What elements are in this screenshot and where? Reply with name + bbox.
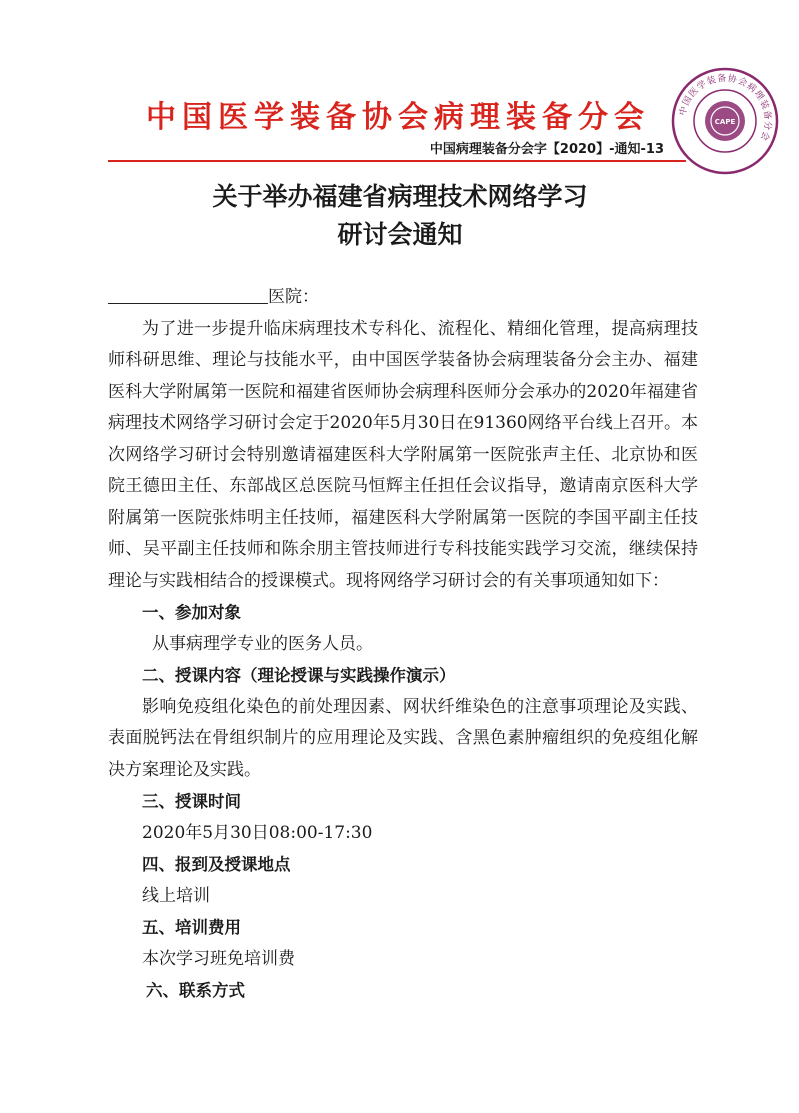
section-heading-location: 四、报到及授课地点 xyxy=(142,855,291,874)
notice-title xyxy=(120,178,680,254)
section-content-location: 线上培训 xyxy=(142,885,210,906)
svg-text:CAPE: CAPE xyxy=(714,118,736,126)
section-content-fees: 本次学习班免培训费 xyxy=(142,948,295,969)
recipient-blank xyxy=(108,283,268,304)
document-number: 中国病理装备分会字【2020】-通知-13 xyxy=(429,142,664,157)
recipient-suffix: 医院： xyxy=(268,287,319,307)
svg-text:中国医学装备协会病理装备分会: 中国医学装备协会病理装备分会 xyxy=(678,73,773,143)
header-divider xyxy=(108,160,686,162)
notice-title-line-2: 研讨会通知 xyxy=(337,220,463,249)
organization-name: 中国医学装备协会病理装备分会 xyxy=(146,100,650,135)
section-content-course-content: 影响免疫组化染色的前处理因素、网状纤维染色的注意事项理论及实践、表面脱钙法在骨组织制片的应用理论及实践、含黑色素肿瘤组织的免疫组化解决方案理论及实践。 xyxy=(108,696,698,780)
section-heading-contact: 六、联系方式 xyxy=(146,981,245,1000)
section-content-participants: 从事病理学专业的医务人员。 xyxy=(152,633,373,654)
section-heading-time: 三、授课时间 xyxy=(142,792,241,811)
recipient-line xyxy=(108,282,698,314)
section-heading-fees: 五、培训费用 xyxy=(142,918,241,937)
intro-paragraph: 为了进一步提升临床病理技术专科化、流程化、精细化管理，提高病理技师科研思维、理论与技能水平，由中国医学装备协会病理装备分会主办、福建医科大学附属第一医院和福建省医师协会病理科医师分会承办的2020年福建省病理技术网络学习研讨会定于2020年5月30日在91360网络平台线上召开。本次网络学习研讨会特别邀请福建医科大学附属第一医院张声主任、北京协和医院王德田主任、东部战区总医院马恒辉主任担任会议指导，邀请南京医科大学附属第一医院张炜明主任技师，福建医科大学附属第一医院的李国平副主任技师、吴平副主任技师和陈余朋主管技师进行专科技能实践学习交流，继续保持理论与实践相结合的授课模式。现将网络学习研讨会的有关事项通知如下： xyxy=(108,318,698,591)
section-heading-course-content: 二、授课内容（理论授课与实践操作演示） xyxy=(142,666,456,685)
notice-title-line-1: 关于举办福建省病理技术网络学习 xyxy=(212,182,588,211)
organization-seal-icon xyxy=(670,66,780,176)
section-content-time: 2020年5月30日08:00-17:30 xyxy=(142,822,373,843)
section-heading-participants: 一、参加对象 xyxy=(142,603,241,622)
document-body xyxy=(108,282,698,1007)
